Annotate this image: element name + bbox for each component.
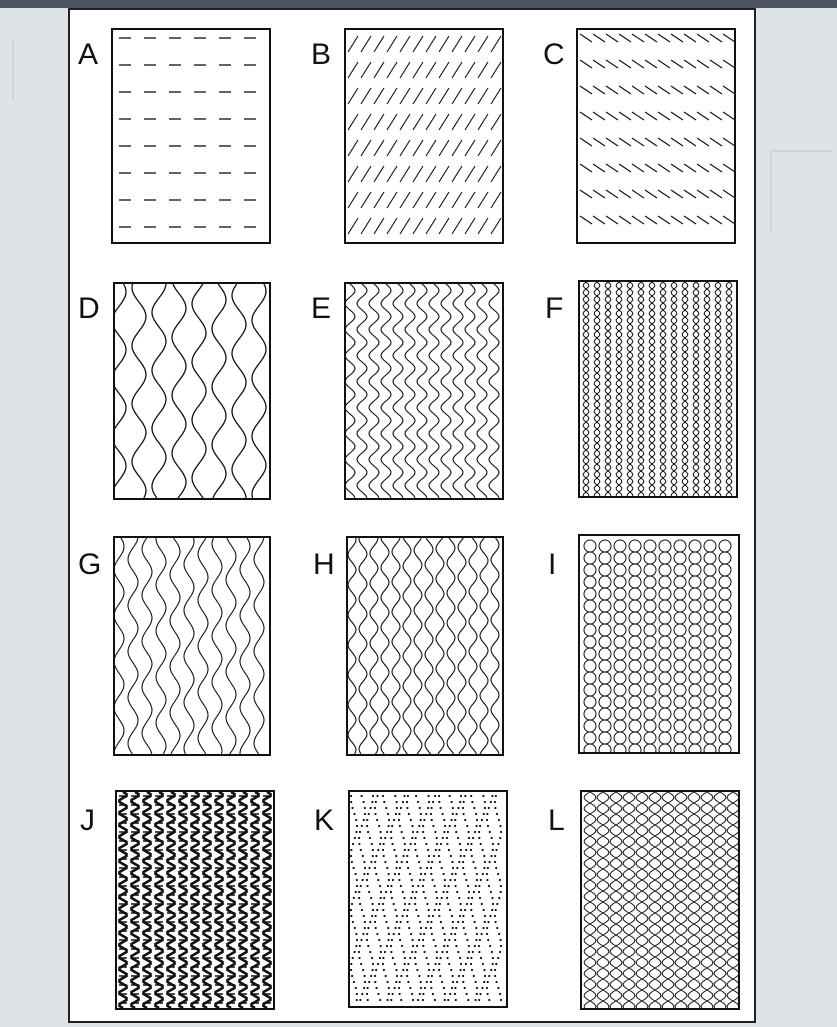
background-ghost-shape (770, 150, 832, 232)
panel-k-label: K (314, 804, 335, 837)
panel-e (344, 282, 504, 500)
panel-h (346, 536, 504, 756)
panel-a-label: A (78, 38, 99, 71)
panel-e-label: E (311, 292, 332, 325)
panel-h-label: H (313, 548, 335, 581)
panel-i (578, 534, 740, 754)
panel-c (576, 28, 736, 244)
panel-j-texture (117, 792, 273, 1008)
panel-d (113, 282, 271, 500)
panel-c-label: C (543, 38, 565, 71)
panel-a-texture (113, 30, 269, 242)
panel-b-texture (346, 30, 502, 242)
panel-f (578, 280, 738, 498)
panel-c-texture (578, 30, 734, 242)
panel-k (348, 790, 508, 1008)
figure-sheet (68, 8, 756, 1023)
panel-l-label: L (548, 804, 565, 837)
panel-d-texture (115, 284, 269, 498)
panel-g-label: G (78, 548, 102, 581)
panel-g-texture (115, 538, 269, 754)
panel-b-label: B (311, 38, 332, 71)
panel-e-texture (346, 284, 502, 498)
panel-f-texture (580, 282, 736, 496)
panel-a (111, 28, 271, 244)
panel-l (580, 790, 740, 1010)
background-ghost-shape (12, 40, 64, 100)
panel-d-label: D (78, 292, 100, 325)
panel-b (344, 28, 504, 244)
panel-j (115, 790, 275, 1010)
panel-f-label: F (545, 292, 564, 325)
panel-g (113, 536, 271, 756)
panel-k-texture (350, 792, 506, 1006)
panel-l-texture (582, 792, 738, 1008)
panel-i-texture (580, 536, 738, 752)
panel-h-texture (348, 538, 502, 754)
top-bar (0, 0, 837, 8)
panel-j-label: J (80, 804, 95, 837)
panel-i-label: I (548, 548, 557, 581)
